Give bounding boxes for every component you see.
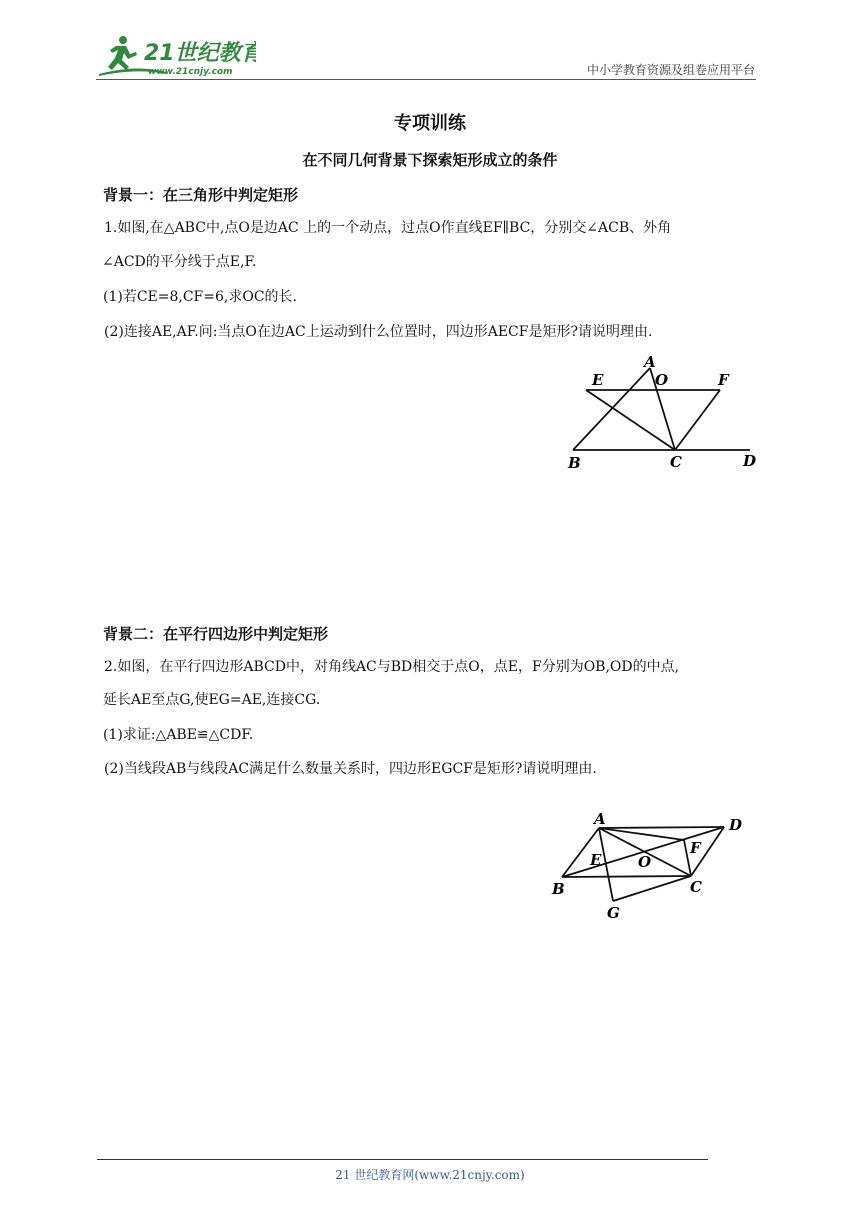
- figure1-triangle-diagram: [560, 350, 770, 475]
- header-platform-text: 中小学教育资源及组卷应用平台: [586, 63, 755, 77]
- fig1-label-c: C: [670, 453, 682, 471]
- problem1-line2: ∠ACD的平分线于点E,F.: [102, 254, 257, 270]
- fig2-label-g: G: [607, 904, 620, 922]
- problem2-part2: (2)当线段AB与线段AC满足什么数量关系时，四边形EGCF是矩形?请说明理由.: [104, 761, 597, 777]
- fig2-label-o: O: [638, 853, 652, 871]
- problem2-line1: 2.如图，在平行四边形ABCD中，对角线AC与BD相交于点O，点E，F分别为OB,OD的中点,: [104, 659, 680, 675]
- fig2-label-a: A: [594, 810, 606, 828]
- problem1-line1: 1.如图,在△ABC中,点O是边AC 上的一个动点，过点O作直线EF∥BC，分别交∠ACB、外角: [104, 220, 672, 236]
- logo-url: www.21cnjy.com: [148, 67, 233, 77]
- figure2-parallelogram-diagram: [545, 808, 755, 923]
- fig1-label-d: D: [743, 452, 757, 470]
- problem1-part2: (2)连接AE,AF.问:当点O在边AC上运动到什么位置时，四边形AECF是矩形?请说明理由.: [104, 324, 653, 340]
- page-title: 专项训练: [394, 113, 466, 134]
- section1-heading: 背景一：在三角形中判定矩形: [103, 186, 299, 204]
- fig2-label-c: C: [690, 878, 702, 896]
- footer-text: 21 世纪教育网(www.21cnjy.com): [335, 1168, 525, 1182]
- fig2-label-b: B: [552, 880, 565, 898]
- fig2-label-f: F: [690, 839, 701, 857]
- fig1-label-e: E: [592, 371, 604, 389]
- fig1-label-o: O: [655, 371, 669, 389]
- problem2-part1: (1)求证:△ABE≌△CDF.: [103, 727, 254, 743]
- page-subtitle: 在不同几何背景下探索矩形成立的条件: [302, 151, 558, 169]
- header-divider: [96, 79, 756, 80]
- problem2-line2: 延长AE至点G,使EG=AE,连接CG.: [103, 692, 321, 708]
- fig2-label-e: E: [590, 851, 602, 869]
- fig1-label-b: B: [568, 454, 581, 472]
- footer-divider: [97, 1159, 708, 1160]
- fig1-label-a: A: [644, 353, 656, 371]
- site-logo: [96, 34, 256, 80]
- section2-heading: 背景二：在平行四边形中判定矩形: [103, 625, 329, 643]
- fig1-label-f: F: [718, 371, 729, 389]
- fig2-label-d: D: [729, 816, 743, 834]
- problem1-part1: (1)若CE=8,CF=6,求OC的长.: [103, 289, 298, 305]
- logo-text: 21世纪教育: [144, 41, 256, 66]
